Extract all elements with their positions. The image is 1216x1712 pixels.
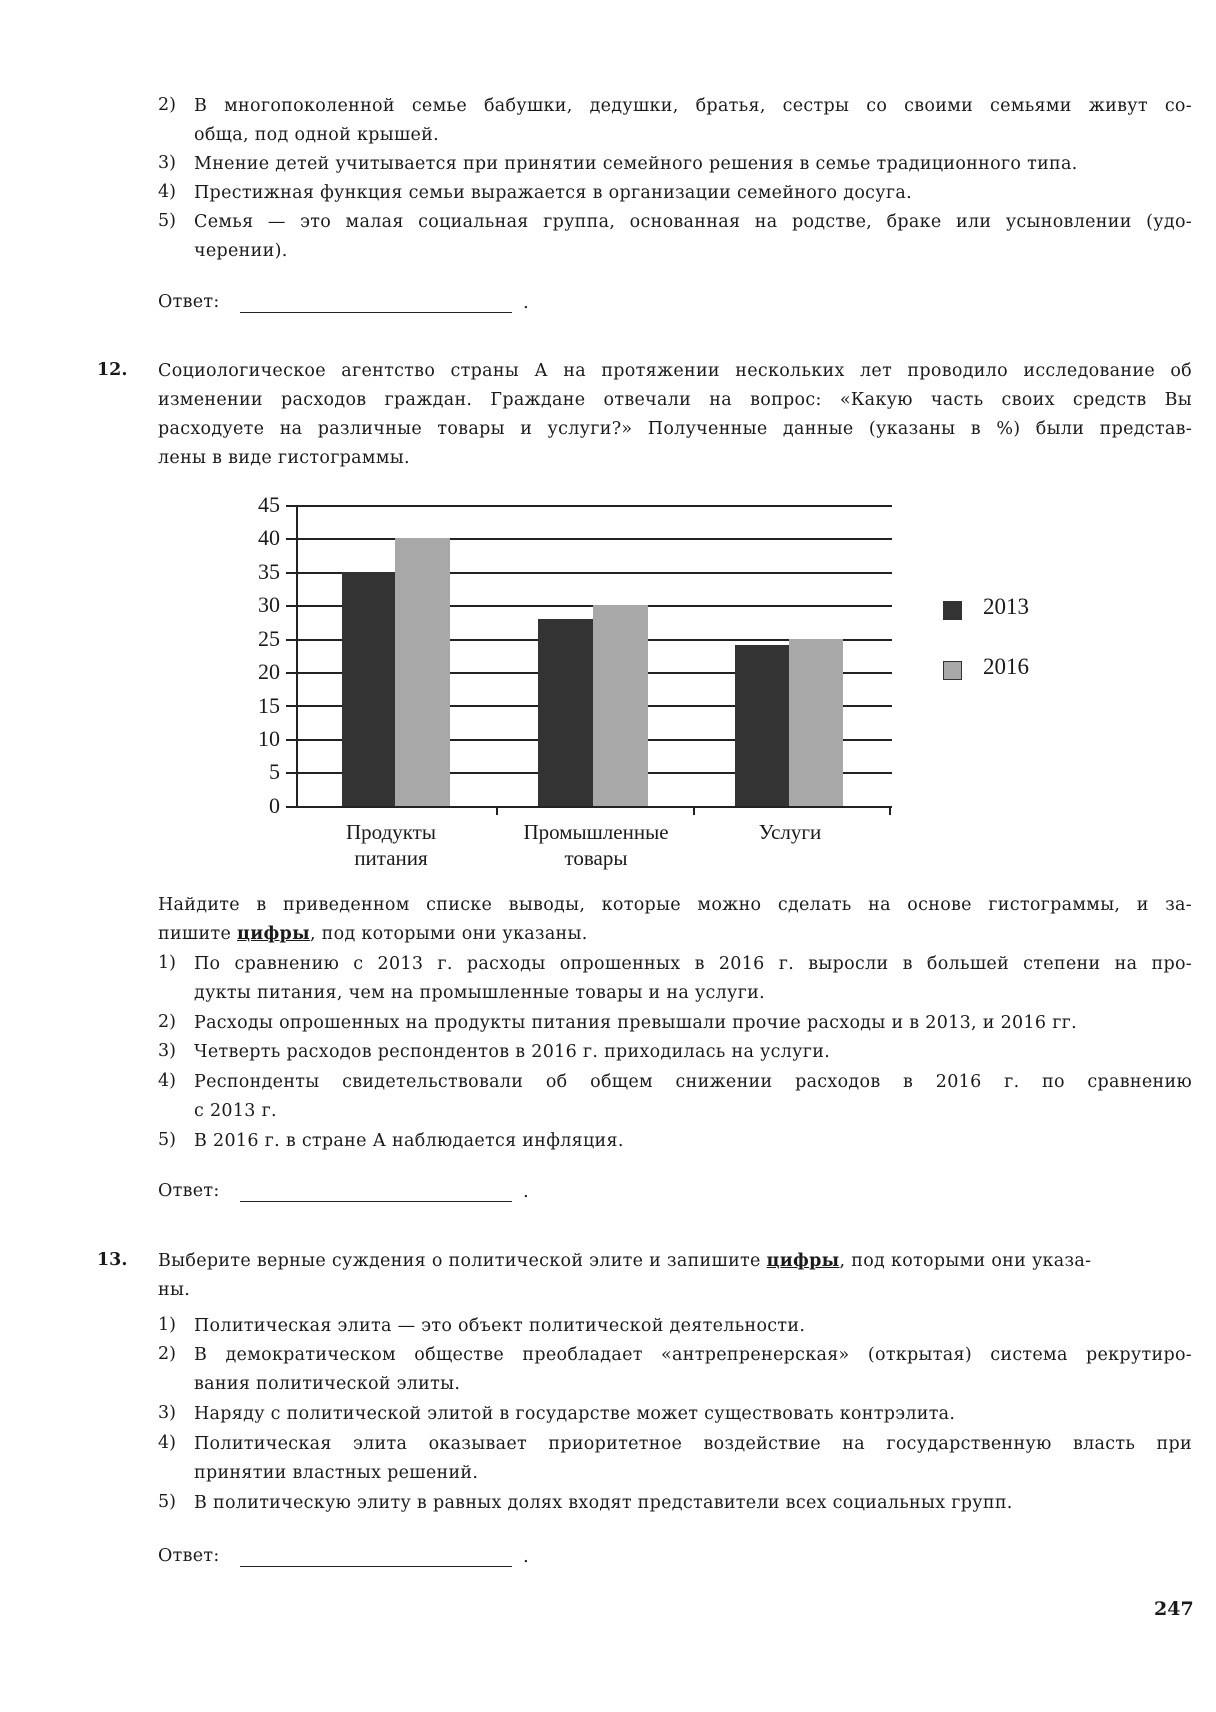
option-text: Престижная функция семьи выражается в организации семейного досуга. — [194, 183, 912, 203]
option-text: Наряду с политической элитой в государстве может существовать контрэлита. — [194, 1404, 956, 1424]
answer-label: Ответ: — [158, 292, 220, 312]
x-axis — [286, 806, 892, 808]
option-text: дукты питания, чем на промышленные товары и на услуги. — [194, 983, 765, 1003]
option-number: 4) — [158, 182, 176, 202]
answer-label: Ответ: — [158, 1181, 220, 1201]
y-tick: 30 — [258, 592, 280, 617]
emphasis-digits: цифры — [236, 924, 310, 944]
option-text: принятии властных решений. — [194, 1463, 479, 1483]
option-number: 4) — [158, 1433, 176, 1453]
option-text: Политическая элита — это объект политической деятельности. — [194, 1316, 806, 1336]
bar-2016-food — [395, 538, 450, 806]
y-tick: 20 — [258, 659, 280, 684]
x-tick — [693, 806, 695, 815]
answer-field[interactable] — [240, 312, 512, 313]
option-text: В демократическом обществе преобладает «антрепренерская» (открытая) система рекрутиро- — [194, 1345, 1192, 1365]
question-number: 12. — [97, 360, 128, 380]
y-tick: 10 — [258, 726, 280, 751]
question-text-part: Выберите верные суждения о политической элите и запишите — [158, 1251, 767, 1271]
legend-label: 2013 — [983, 594, 1029, 619]
x-tick — [496, 806, 498, 815]
bar-2013-industrial — [538, 619, 593, 806]
question-text: изменении расходов граждан. Граждане отвечали на вопрос: «Какую часть своих средств Вы — [158, 390, 1192, 410]
y-axis — [296, 505, 298, 808]
option-text: Четверть расходов респондентов в 2016 г. приходилась на услуги. — [194, 1042, 831, 1062]
option-text: с 2013 г. — [194, 1101, 277, 1121]
x-tick — [889, 806, 891, 815]
category-line: товары — [564, 846, 628, 870]
gridline — [286, 538, 892, 540]
legend-label: 2016 — [983, 654, 1029, 679]
option-number: 5) — [158, 1492, 176, 1512]
option-text: По сравнению с 2013 г. расходы опрошенных в 2016 г. выросли в большей степени на про- — [194, 954, 1192, 974]
option-number: 5) — [158, 1130, 176, 1150]
option-text: В политическую элиту в равных долях входят представители всех социальных групп. — [194, 1493, 1013, 1513]
question-text: расходуете на различные товары и услуги?» Полученные данные (указаны в %) были представ- — [158, 419, 1192, 439]
answer-field[interactable] — [240, 1566, 512, 1567]
legend-swatch-2013 — [943, 601, 962, 620]
category-line: Промышленные — [523, 820, 669, 844]
option-text: В 2016 г. в стране А наблюдается инфляция. — [194, 1131, 624, 1151]
answer-label: Ответ: — [158, 1546, 220, 1566]
option-text: Респонденты свидетельствовали об общем снижении расходов в 2016 г. по сравнению — [194, 1072, 1192, 1092]
option-text: Мнение детей учитывается при принятии семейного решения в семье традиционного типа. — [194, 154, 1078, 174]
option-number: 2) — [158, 95, 176, 115]
option-number: 1) — [158, 1315, 176, 1335]
bar-2013-services — [735, 645, 789, 806]
y-tick: 15 — [258, 693, 280, 718]
emphasis-digits: цифры — [766, 1251, 840, 1271]
question-text — [158, 1250, 1192, 1272]
category-line: Продукты — [346, 820, 436, 844]
answer-period: . — [523, 1181, 529, 1202]
y-tick: 35 — [258, 559, 280, 584]
option-text: В многопоколенной семье бабушки, дедушки, братья, сестры со своими семьями живут со- — [194, 96, 1192, 116]
option-text: Семья — это малая социальная группа, основанная на родстве, браке или усыновлении (удо- — [194, 212, 1192, 232]
option-number: 2) — [158, 1012, 176, 1032]
bar-2016-industrial — [593, 605, 648, 806]
question-text: Социологическое агентство страны А на протяжении нескольких лет проводило исследование об — [158, 361, 1192, 381]
task-text: Найдите в приведенном списке выводы, которые можно сделать на основе гистограммы, и за- — [158, 895, 1192, 915]
option-text: черении). — [194, 241, 288, 261]
task-text-part: пишите — [158, 924, 237, 944]
option-number: 3) — [158, 1041, 176, 1061]
y-tick: 40 — [258, 525, 280, 550]
legend-swatch-2016 — [943, 661, 962, 680]
option-text: Расходы опрошенных на продукты питания превышали прочие расходы и в 2013, и 2016 гг. — [194, 1013, 1077, 1033]
option-text: вания политической элиты. — [194, 1374, 461, 1394]
option-number: 1) — [158, 953, 176, 973]
y-tick: 5 — [269, 759, 280, 784]
option-number: 2) — [158, 1344, 176, 1364]
question-number: 13. — [97, 1250, 128, 1270]
task-text — [158, 923, 588, 945]
category-label — [730, 819, 850, 845]
bar-2013-food — [342, 572, 395, 806]
y-tick: 45 — [258, 492, 280, 517]
option-text: Политическая элита оказывает приоритетное воздействие на государственную власть при — [194, 1434, 1192, 1454]
y-tick: 0 — [269, 793, 280, 818]
option-number: 3) — [158, 1403, 176, 1423]
category-label — [316, 819, 466, 871]
option-text: обща, под одной крышей. — [194, 125, 439, 145]
answer-field[interactable] — [240, 1201, 512, 1202]
task-text-part: , под которыми они указаны. — [309, 924, 588, 944]
y-tick: 25 — [258, 626, 280, 651]
category-line: Услуги — [758, 820, 822, 844]
bar-2016-services — [789, 639, 843, 806]
answer-period: . — [523, 1546, 529, 1567]
option-number: 3) — [158, 153, 176, 173]
question-text-part: , под которыми они указа- — [839, 1251, 1092, 1271]
answer-period: . — [523, 292, 529, 313]
option-number: 5) — [158, 211, 176, 231]
question-text: ны. — [158, 1280, 191, 1300]
category-label — [506, 819, 686, 871]
option-number: 4) — [158, 1071, 176, 1091]
question-text: лены в виде гистограммы. — [158, 448, 410, 468]
page-number: 247 — [1154, 1598, 1194, 1620]
gridline — [286, 505, 892, 507]
category-line: питания — [354, 846, 428, 870]
